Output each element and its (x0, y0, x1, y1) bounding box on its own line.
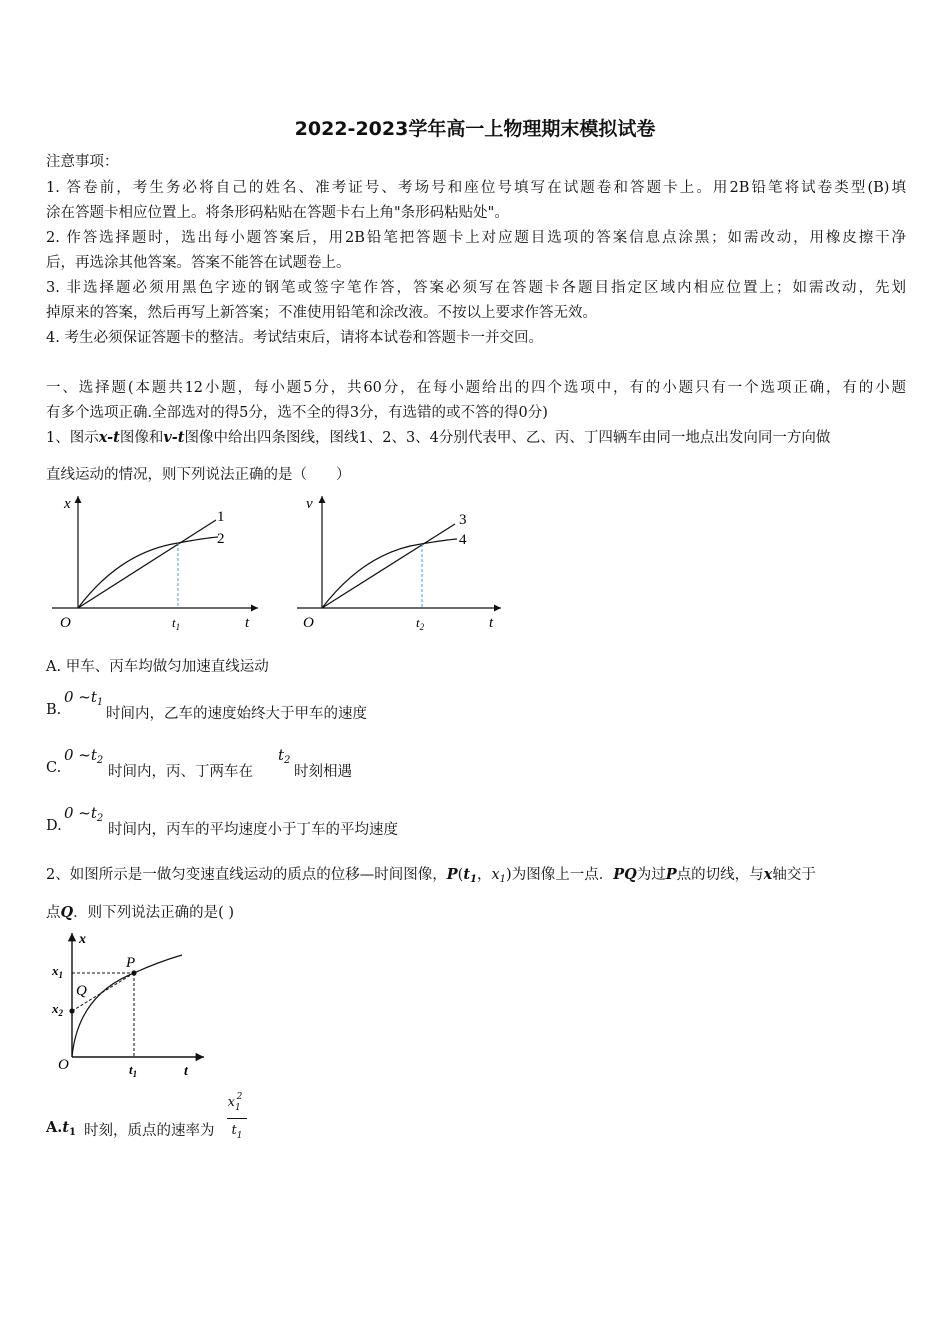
q1-option-a: A. 甲车、丙车均做匀加速直线运动 (46, 659, 269, 675)
q2-graph-xt (46, 925, 216, 1085)
q2-stem-line-2 (46, 901, 234, 922)
notice-line-1: 1. 答卷前，考生务必将自己的姓名、准考证号、考场号和座位号填写在试题卷和答题卡上。用2B铅笔将试卷类型(B)填 (46, 180, 906, 196)
q1-option-c-label: C. (46, 760, 62, 776)
q2-point-x2 (69, 1008, 74, 1013)
q1-g1-x-label: t (245, 615, 250, 631)
q2-P: P (446, 866, 458, 883)
q2-P2: P (665, 866, 677, 883)
q2-stem-line-2-a: 点 (46, 905, 61, 921)
q1-xt: x-t (98, 429, 120, 446)
notice-line-4: 后，再选涂其他答案。答案不能答在试题卷上。 (46, 255, 351, 271)
q1-g2-label-3: 3 (459, 512, 467, 528)
q2-label-t1: $t_1$ (129, 1062, 138, 1079)
q2-comma: ， (476, 867, 492, 883)
q1-graph-xt (40, 490, 280, 640)
q2-stem-a: 2、如图所示是一做匀变速直线运动的质点的位移—时间图像， (46, 867, 447, 883)
q1-option-d-range: 0 $\sim t_2$ (64, 804, 104, 824)
q2-y-label: x (79, 932, 86, 947)
q2-option-a-text: 时刻，质点的速率为 (84, 1123, 215, 1139)
q1-stem-line-2: 直线运动的情况，则下列说法正确的是（ ） (46, 467, 351, 483)
q1-g2-label-4: 4 (459, 532, 467, 548)
q1-g1-origin: O (60, 615, 71, 631)
q2-option-a-fraction-bar (227, 1118, 247, 1119)
q1-option-d-text: 时间内，丙车的平均速度小于丁车的平均速度 (108, 822, 398, 838)
q1-option-c-text-2: 时刻相遇 (294, 764, 352, 780)
q1-g1-label-2: 2 (217, 531, 225, 547)
q1-g2-line-3 (322, 524, 455, 608)
q1-g2-x-label: t (489, 615, 494, 631)
section-heading-line-1: 一、选择题(本题共12小题，每小题5分，共60分，在每小题给出的四个选项中，有的小题只有一个选项正确，有的小题 (46, 380, 906, 396)
q1-option-b-text: 时间内，乙车的速度始终大于甲车的速度 (106, 706, 367, 722)
q1-g1-label-1: 1 (217, 509, 225, 525)
q1-option-c-t2: $t_2$ (278, 746, 291, 766)
q1-option-d-label: D. (46, 818, 62, 834)
q2-option-a-label: $A.t_1$ (46, 1119, 76, 1138)
section-heading-line-2: 有多个选项正确.全部选对的得5分，选不全的得3分，有选错的或不答的得0分) (46, 405, 548, 421)
q1-vt: v-t (163, 429, 185, 446)
q2-stem-line-2-b: ．则下列说法正确的是( ) (73, 905, 235, 921)
q1-g1-curve-2 (78, 537, 218, 608)
q2-t1: $t_1$ (463, 866, 477, 885)
q2-stem-c: 为过 (636, 867, 666, 883)
q1-option-b-label: B. (46, 702, 62, 718)
q2-x1: $x_1$ (491, 867, 507, 885)
notice-line-6: 掉原来的答案，然后再写上新答案；不准使用铅笔和涂改液。不按以上要求作答无效。 (46, 305, 597, 321)
q1-g2-y-label: v (306, 496, 313, 512)
q2-PQ: PQ (613, 866, 637, 883)
q1-stem-a: 1、图示 (46, 430, 99, 446)
q1-stem-line-1 (46, 426, 830, 447)
q1-g1-tick: $t_1$ (172, 615, 181, 632)
q2-stem-e: 轴交于 (772, 867, 816, 883)
q1-stem-c: 图像中给出四条图线，图线1、2、3、4分别代表甲、乙、丙、丁四辆车由同一地点出发向同一方向做 (184, 430, 831, 446)
q2-stem-d: 点的切线，与 (676, 867, 764, 883)
q2-option-a-numerator: $x_1^2$ (227, 1092, 243, 1113)
notice-heading: 注意事项： (46, 154, 119, 170)
q1-g2-origin: O (303, 615, 314, 631)
q2-paren: ( (457, 867, 464, 883)
q2-stem-line-1 (46, 863, 816, 885)
notice-line-2: 涂在答题卡相应位置上。将条形码粘贴在答题卡右上角"条形码粘贴处"。 (46, 205, 509, 221)
q1-option-c-text-1: 时间内，丙、丁两车在 (108, 764, 253, 780)
q2-origin: O (58, 1057, 69, 1073)
q2-option-a-denominator: $t_1$ (231, 1123, 243, 1141)
q2-x-axis-ref: x (763, 866, 773, 883)
q2-x-label: t (184, 1064, 188, 1079)
q2-stem-b: )为图像上一点． (506, 867, 614, 883)
q1-g2-curve-4 (322, 539, 457, 608)
q2-label-x1: $x_1$ (52, 963, 63, 980)
notice-line-7: 4. 考生必须保证答题卡的整洁。考试结束后，请将本试卷和答题卡一并交回。 (46, 330, 543, 346)
q1-g1-line-1 (78, 520, 216, 608)
q2-label-q: Q (76, 983, 87, 999)
notice-line-5: 3. 非选择题必须用黑色字迹的钢笔或签字笔作答，答案必须写在答题卡各题目指定区域内相应位置上；如需改动，先划 (46, 280, 906, 296)
q1-option-b-range: 0 $\sim t_1$ (64, 688, 104, 708)
q1-option-c-range: 0 $\sim t_2$ (64, 746, 104, 766)
q2-label-p: P (126, 955, 136, 971)
page-title: 2022-2023学年高一上物理期末模拟试卷 (294, 118, 656, 140)
q1-g2-tick: $t_2$ (416, 615, 425, 632)
q2-label-x2: $x_2$ (52, 1001, 63, 1018)
q2-Q: Q (60, 904, 74, 921)
notice-line-3: 2. 作答选择题时，选出每小题答案后，用2B铅笔把答题卡上对应题目选项的答案信息点涂黑；如需改动，用橡皮擦干净 (46, 230, 906, 246)
q1-graph-vt (285, 490, 515, 640)
q1-g1-y-label: x (64, 496, 71, 512)
q1-stem-b: 图像和 (119, 430, 164, 446)
q2-point-p (131, 970, 136, 975)
